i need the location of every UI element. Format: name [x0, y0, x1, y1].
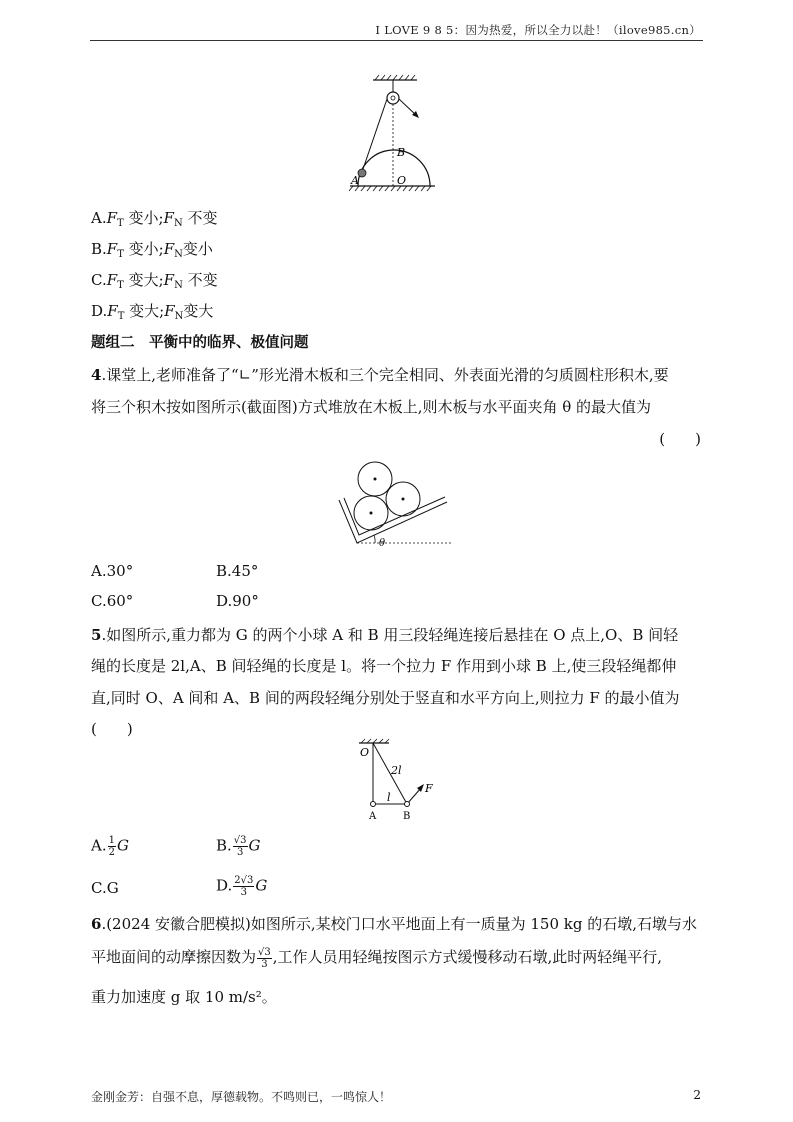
q4-option-b: B.45°	[216, 562, 259, 580]
label-O: O	[397, 174, 407, 187]
header-rule	[90, 40, 703, 41]
q5-line2: 绳的长度是 2l,A、B 间轻绳的长度是 l。将一个拉力 F 作用到小球 B 上,使三段轻绳都伸	[91, 657, 677, 675]
figure-two-balls	[355, 738, 445, 824]
figure-pulley-hemisphere	[345, 72, 445, 197]
label-A: A	[351, 174, 359, 187]
q5-option-c: C.G	[91, 879, 119, 897]
q5-line1: 5.如图所示,重力都为 G 的两个小球 A 和 B 用三段轻绳连接后悬挂在 O 点上,O、B 间轻	[91, 626, 679, 644]
label-theta: θ	[379, 538, 386, 549]
label-B: B	[397, 146, 406, 159]
label-F: F	[425, 782, 433, 795]
label-l: l	[387, 791, 391, 804]
q4-option-d: D.90°	[216, 592, 259, 610]
q5-line3: 直,同时 O、A 间和 A、B 间的两段轻绳分别处于竖直和水平方向上,则拉力 F 的最小值为	[91, 689, 680, 707]
q3-option-d: $D.F_T$ 变大$;F_N$变大	[91, 302, 214, 322]
q4-option-a: A.30°	[91, 562, 134, 580]
q4-line1: 4.课堂上,老师准备了“∟”形光滑木板和三个完全相同、外表面光滑的匀质圆柱形积木,要	[91, 366, 669, 384]
q3-option-a: $A.F_T$ 变小$;F_N$ 不变	[91, 209, 218, 229]
figure-cylinders-on-board	[335, 455, 455, 550]
page-footer: 金刚金芳：自强不息，厚德载物。不鸣则已，一鸣惊人！	[91, 1090, 392, 1104]
q4-option-c: C.60°	[91, 592, 134, 610]
label-B: B	[403, 811, 411, 822]
q5-answer-paren: ( )	[91, 720, 133, 738]
q6-line1: 6.(2024 安徽合肥模拟)如图所示,某校门口水平地面上有一质量为 150 kg 的石墩,石墩与水	[91, 915, 698, 933]
q5-option-b: B. $\frac{√3}{3}$ G	[216, 835, 261, 858]
q3-option-b: $B.F_T$ 变小$;F_N$变小	[91, 240, 213, 260]
q5-option-a: A. $\frac{1}{2}$ G	[91, 835, 129, 858]
q5-option-d: D. $\frac{2√3}{3}$ G	[216, 875, 268, 898]
page-number: 2	[693, 1088, 701, 1102]
q4-answer-paren: ( )	[659, 430, 701, 448]
q6-line2: 平地面间的动摩擦因数为 $\frac{√3}{3}$ ,工作人员用轻绳按图示方式缓慢移动石墩,此时两轻绳平行,	[91, 946, 663, 970]
q4-line2: 将三个积木按如图所示(截面图)方式堆放在木板上,则木板与水平面夹角 θ 的最大值为	[91, 398, 652, 416]
q3-option-c: $C.F_T$ 变大$;F_N$ 不变	[91, 271, 218, 291]
section-title: 题组二 平衡中的临界、极值问题	[91, 335, 309, 351]
q6-line3: 重力加速度 g 取 10 m/s²。	[91, 988, 277, 1006]
page-header: I LOVE 9 8 5：因为热爱，所以全力以赴！（ilove985.cn）	[375, 23, 701, 37]
label-O: O	[360, 746, 370, 759]
label-2l: 2l	[391, 764, 402, 777]
label-A: A	[369, 811, 377, 822]
